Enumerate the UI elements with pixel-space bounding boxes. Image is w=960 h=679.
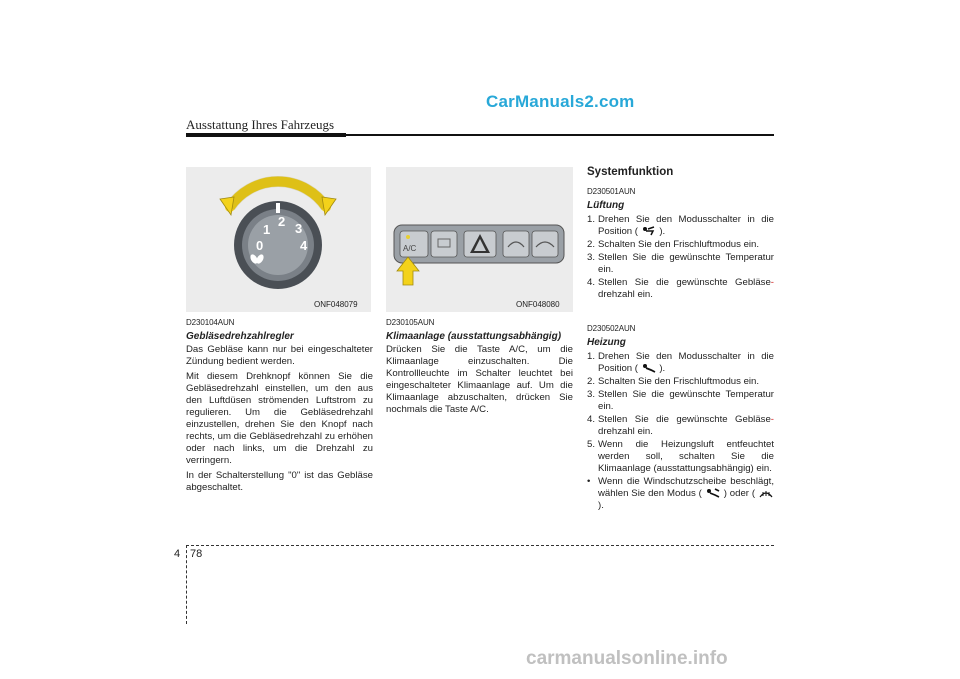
step-number: 4. (587, 277, 596, 288)
footer-rule (186, 545, 774, 546)
step-text: drehzahl ein. (598, 426, 653, 437)
step-text: Drehen Sie den Modusschalter in die Position ( (598, 214, 774, 237)
section-code: D230104AUN (186, 318, 235, 327)
step-text: ). (659, 226, 666, 237)
fan-dial-illustration (186, 167, 371, 312)
step-number: 5. (587, 439, 596, 450)
list-item (587, 214, 774, 238)
list-item (587, 376, 774, 388)
list-item (587, 277, 774, 301)
step-number: 2. (587, 239, 596, 250)
list-item (587, 476, 774, 512)
step-text: Stellen Sie die gewünschte Temperatur ein. (598, 389, 774, 412)
step-text: ) oder ( (723, 488, 756, 499)
section-heading: Lüftung (587, 200, 625, 211)
rear-defrost-button (431, 231, 457, 257)
paragraph: Mit diesem Drehknopf können Sie die Gebläsedrehzahl einstellen, um den aus den Luftdüsen strömenden Luftstrom zu regulieren. Um die Gebläsedrehzahl einzustellen, drehen Sie den Knopf nach rechts, um die Gebläsedrehzahl zu erhöhen oder nach links, um die Drehzahl zu verringern. (186, 371, 373, 466)
step-list (587, 351, 774, 512)
hyphen: - (770, 277, 774, 288)
step-text: Wenn die Heizungsluft entfeuchtet werden soll, schalten Sie die Klimaanlage (ausstattungsabhängig) ein. (598, 439, 774, 474)
list-item (587, 252, 774, 276)
column-system (587, 166, 774, 513)
dial-label-3: 3 (295, 221, 303, 236)
section-code: D230502AUN (587, 324, 636, 333)
column-aircon (386, 317, 573, 419)
hyphen: - (770, 414, 774, 425)
list-item (587, 239, 774, 251)
step-text: Drehen Sie den Modusschalter in die Position ( (598, 351, 774, 374)
step-number: 4. (587, 414, 596, 425)
paragraph: Das Gebläse kann nur bei eingeschalteter Zündung bedient werden. (186, 344, 373, 367)
list-item (587, 414, 774, 438)
step-text: Stellen Sie die gewünschte Gebläse (598, 277, 771, 288)
watermark-bottom: carmanualsonline.info (526, 648, 728, 669)
section-code: D230501AUN (587, 187, 636, 196)
section-code: D230105AUN (386, 318, 435, 327)
figure-fan-dial (186, 167, 371, 312)
section-heading: Gebläsedrehzahlregler (186, 331, 294, 342)
watermark-top: CarManuals2.com (486, 92, 635, 111)
step-number: 1. (587, 214, 596, 225)
figure-code-1: ONF048079 (314, 300, 358, 309)
ac-button-label: A/C (403, 244, 417, 253)
header-rule-thin (346, 134, 774, 136)
header-rule-bold (186, 133, 346, 137)
step-text: Stellen Sie die gewünschte Temperatur ein. (598, 252, 774, 275)
step-list (587, 214, 774, 301)
step-text: Wenn die Windschutzscheibe beschlägt, wählen Sie den Modus ( (598, 476, 774, 499)
vent-face-mode-icon (641, 226, 657, 236)
step-number: 1. (587, 351, 596, 362)
arrow-left-icon (220, 197, 234, 215)
step-text: drehzahl ein. (598, 289, 653, 300)
dial-label-0: 0 (256, 238, 264, 253)
step-text: ). (659, 363, 666, 374)
step-text: Stellen Sie die gewünschte Gebläse (598, 414, 771, 425)
step-number: 3. (587, 252, 596, 263)
column-blower (186, 317, 373, 497)
figure-code-2: ONF048080 (516, 300, 560, 309)
fresh-air-button (532, 231, 558, 257)
page-header-title: Ausstattung Ihres Fahrzeugs (186, 117, 335, 132)
list-item (587, 439, 774, 475)
bullet: • (587, 476, 591, 487)
dial-label-1: 1 (263, 222, 271, 237)
page-section-number: 4 (174, 548, 181, 560)
list-item (587, 389, 774, 413)
footer-rule-vertical (186, 545, 187, 624)
paragraph: In der Schalterstellung "0" ist das Gebläse abgeschaltet. (186, 470, 373, 493)
section-title: Systemfunktion (587, 166, 674, 178)
step-number: 3. (587, 389, 596, 400)
paragraph: Drücken Sie die Taste A/C, um die Klimaanlage einzuschalten. Die Kontrollleuchte im Schalter leuchtet bei eingeschalteter Klimaanlage auf. Um die Klimaanlage abzuschalten, drücken Sie nochmals die Taste A/C. (386, 344, 573, 415)
section-heading: Heizung (587, 337, 626, 348)
step-text: Schalten Sie den Frischluftmodus ein. (598, 239, 760, 250)
arrow-right-icon (322, 197, 336, 215)
step-number: 2. (587, 376, 596, 387)
dial-label-2: 2 (278, 214, 286, 229)
floor-mode-icon (641, 363, 657, 373)
page-number: 78 (190, 548, 203, 560)
recirculation-button (503, 231, 529, 257)
defrost-mode-icon (758, 488, 774, 498)
step-text: Schalten Sie den Frischluftmodus ein. (598, 376, 760, 387)
section-heading: Klimaanlage (ausstattungsabhängig) (386, 331, 562, 342)
list-item (587, 351, 774, 375)
ac-panel-illustration (386, 167, 573, 312)
figure-ac-panel (386, 167, 573, 312)
floor-defrost-mode-icon (705, 488, 721, 498)
dial-label-4: 4 (300, 238, 308, 253)
step-text: ). (598, 500, 604, 511)
